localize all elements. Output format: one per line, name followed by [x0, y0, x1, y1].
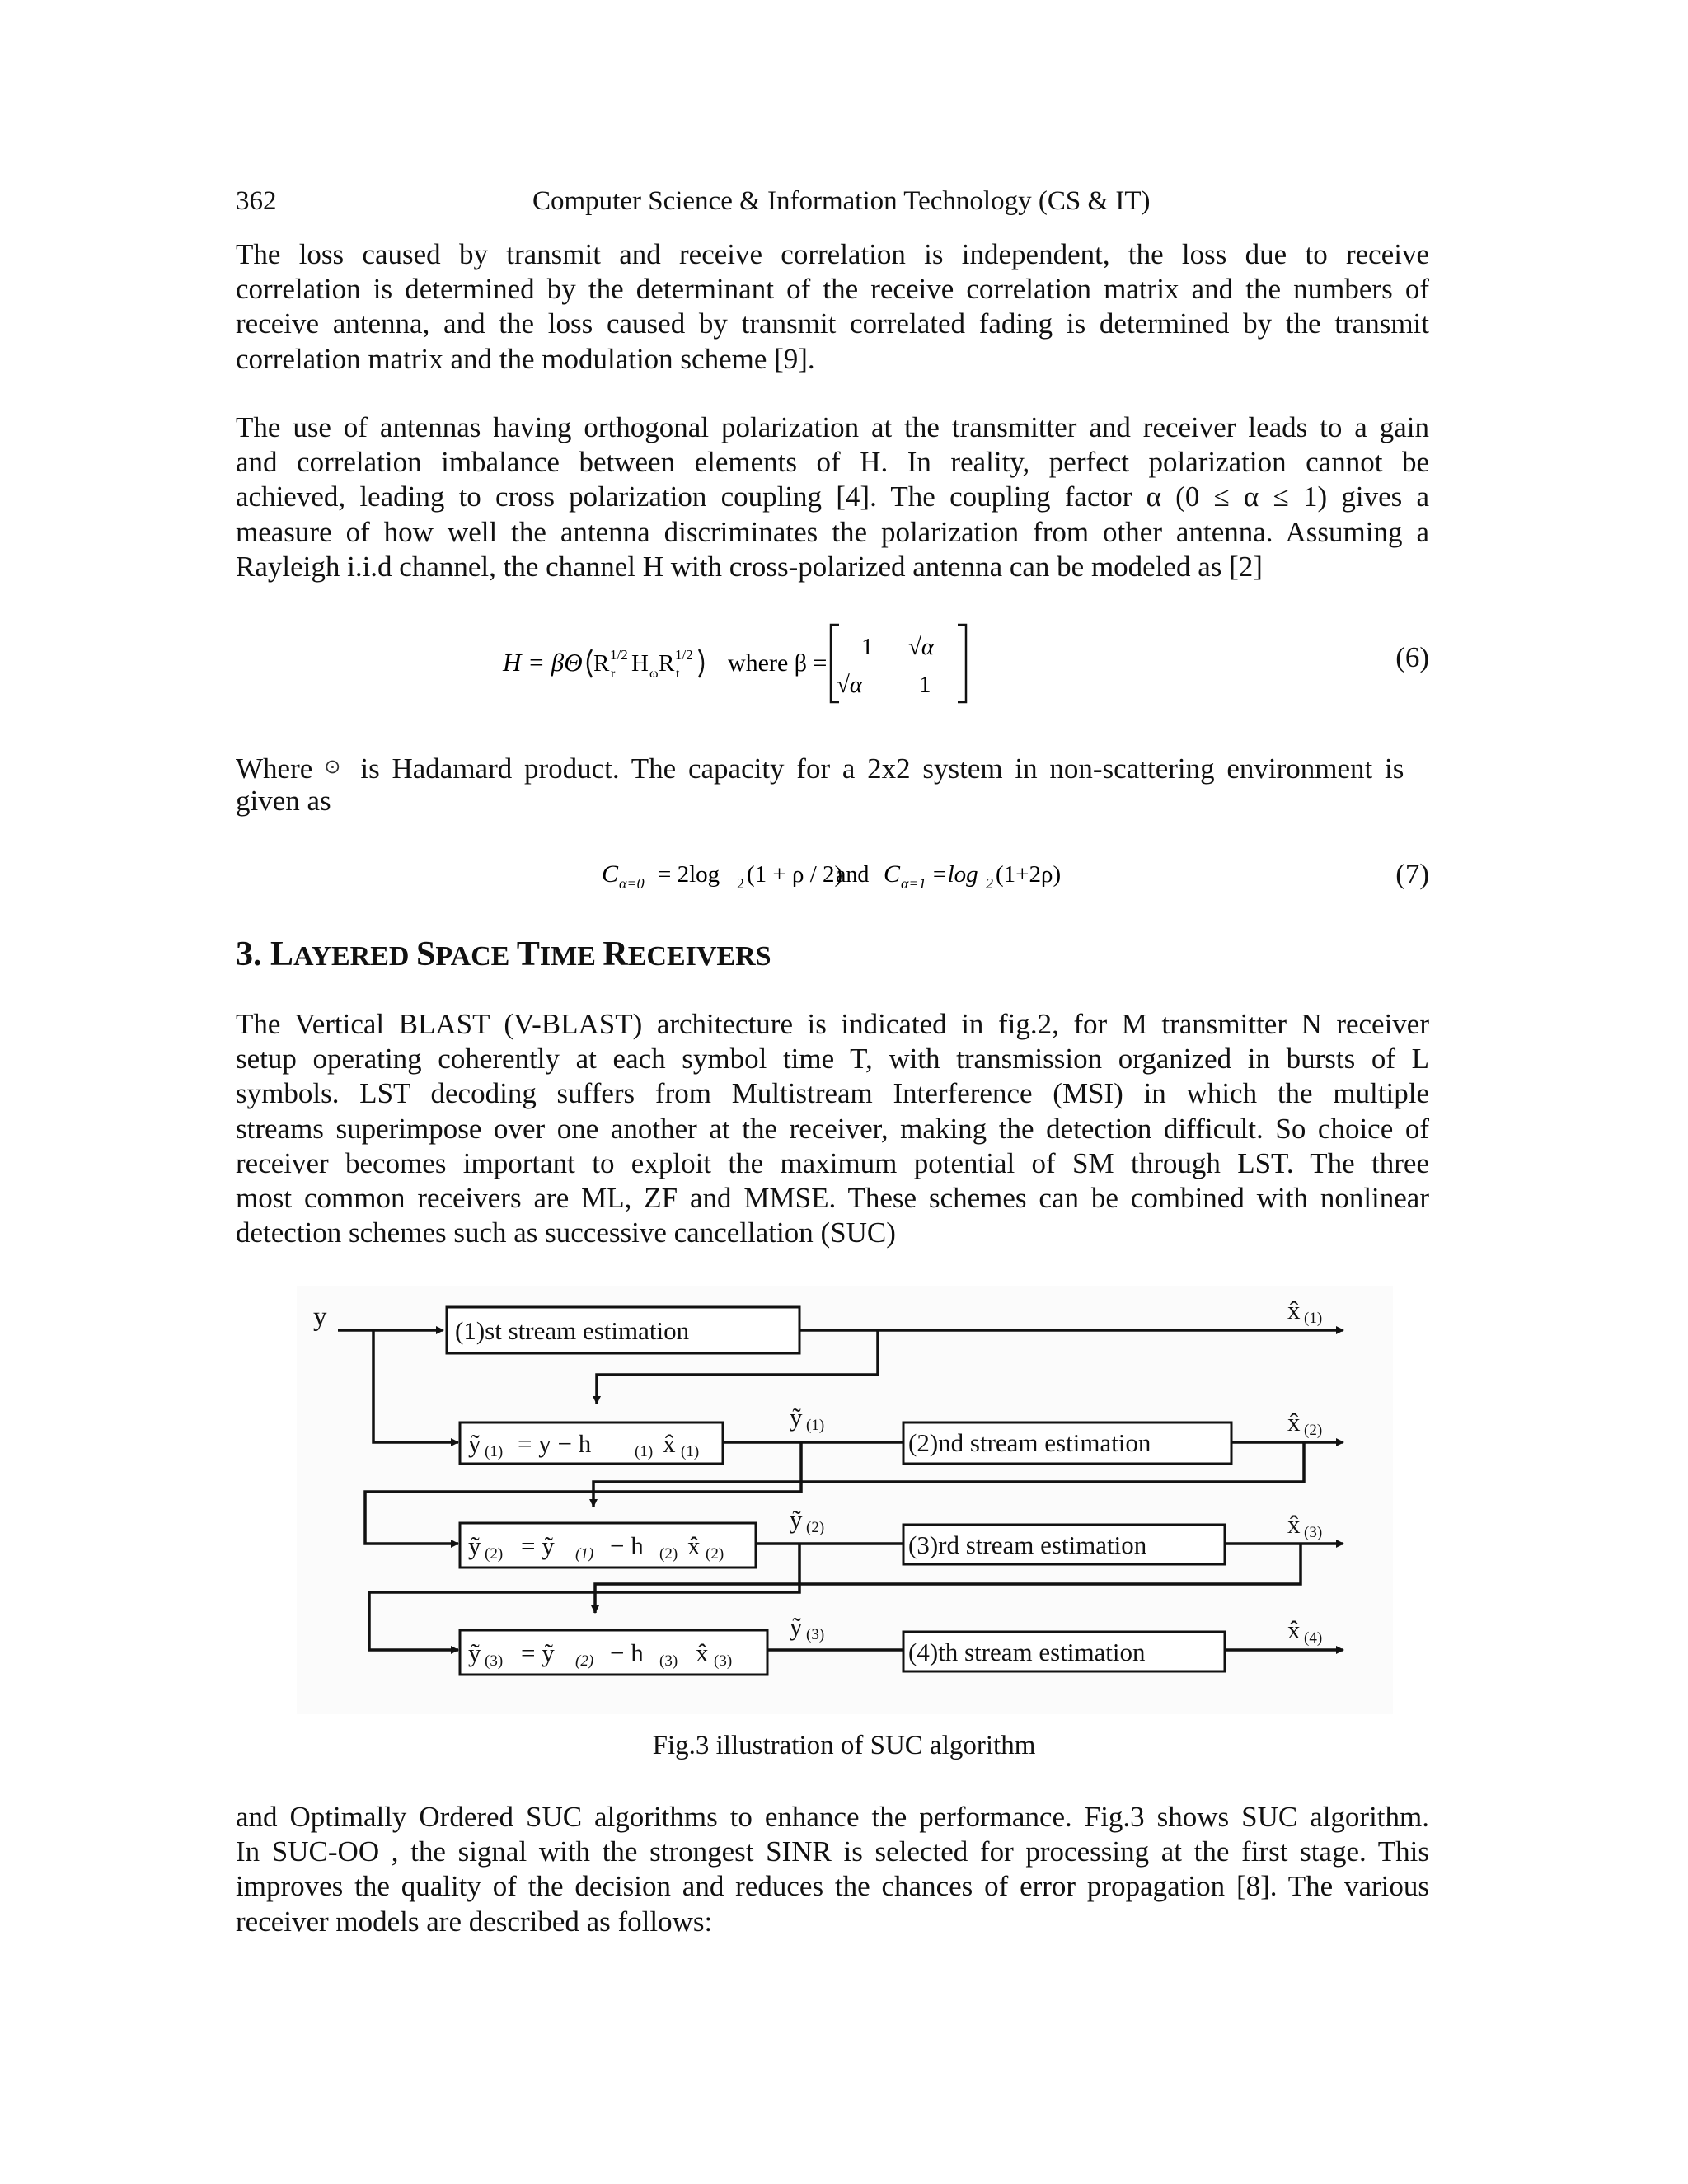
- eq6-bracket-right: [958, 625, 966, 702]
- section-title-part: T: [516, 935, 540, 973]
- xhat-1: x̂: [1287, 1296, 1301, 1324]
- sub3-x-idx: (3): [714, 1652, 733, 1670]
- eq6-sub-r: r: [611, 667, 616, 681]
- text-line-rest: is Hadamard product. The capacity for a 2x2 system in non-scattering environment is: [360, 752, 1404, 785]
- eq6-m21: √α: [837, 672, 863, 698]
- sub3-x: x̂: [696, 1638, 709, 1667]
- sub2-lhs-idx: (2): [485, 1545, 504, 1563]
- hadamard-icon: ⊙: [324, 755, 341, 778]
- sub3-lhs: ỹ: [468, 1638, 481, 1667]
- eq7-c1: C: [602, 860, 619, 888]
- text-line: improves the quality of the decision and reduces the chances of error propagation [8]. The various: [236, 1870, 1429, 1903]
- section-title-part: IME: [539, 941, 603, 972]
- eq6-sub-t: t: [676, 667, 680, 681]
- eq7-c2-sub: α=1: [901, 875, 926, 892]
- eq6-m11: 1: [861, 634, 874, 660]
- block-stream-3-label: (3)rd stream estimation: [908, 1530, 1147, 1559]
- text-line: most common receivers are ML, ZF and MMSE. These schemes can be combined with nonlinear: [236, 1181, 1429, 1214]
- ytilde-2: ỹ: [790, 1505, 803, 1534]
- eq6-paren-right: [699, 649, 703, 677]
- sub3-lhs-idx: (3): [485, 1652, 504, 1670]
- section-title-part: PACE: [435, 941, 517, 972]
- equation-6-number: (6): [1395, 641, 1429, 673]
- text-line: The Vertical BLAST (V-BLAST) architecture is indicated in fig.2, for M transmitter N receiver: [236, 1008, 1429, 1040]
- sub2-minus: − h: [610, 1531, 644, 1560]
- text-line: receiver models are described as follows:: [236, 1905, 713, 1938]
- eq6-m12: √α: [908, 634, 935, 660]
- sub3-mid-idx: (2): [575, 1652, 594, 1670]
- sub2-h-idx: (2): [659, 1545, 678, 1563]
- text-line: receiver becomes important to exploit the maximum potential of SM through LST. The three: [236, 1146, 1429, 1179]
- eq6-sup2: 1/2: [675, 647, 693, 663]
- eq6-sup1: 1/2: [610, 647, 628, 663]
- sub1-h-idx: (1): [635, 1443, 654, 1460]
- ytilde-1: ỹ: [790, 1403, 803, 1432]
- eq7-log-sub-2: 2: [986, 875, 993, 892]
- sub2-mid-idx: (1): [575, 1545, 594, 1563]
- paragraph-5: [236, 1800, 1429, 1939]
- eq7-c2-rhs: =log: [931, 861, 978, 888]
- xhat-2: x̂: [1287, 1408, 1301, 1436]
- text-line: The loss caused by transmit and receive correlation is independent, the loss due to receive: [236, 238, 1429, 270]
- equation-6-graphic: [495, 620, 973, 710]
- eq6-R2: R: [659, 650, 675, 677]
- sub1-x: x̂: [663, 1429, 676, 1458]
- input-y-label: y: [313, 1302, 327, 1332]
- section-title-part: R: [603, 935, 628, 973]
- ytilde-1-idx: (1): [806, 1417, 825, 1434]
- sub2-x: x̂: [687, 1531, 701, 1560]
- eq6-paren-left: [588, 649, 592, 677]
- ytilde-3-idx: (3): [806, 1626, 825, 1643]
- text-line: given as: [236, 785, 331, 818]
- eq7-c2: C: [884, 860, 901, 888]
- paragraph-3: [236, 749, 1429, 818]
- running-head: [236, 186, 1429, 219]
- section-title-part: ECEIVERS: [627, 941, 771, 972]
- text-line: streams superimpose over one another at the receiver, making the detection difficult. So choice of: [236, 1112, 1429, 1145]
- figure-caption: Fig.3 illustration of SUC algorithm: [652, 1731, 1036, 1760]
- block-stream-4-label: (4)th stream estimation: [908, 1638, 1146, 1666]
- eq7-c2-arg: (1+2ρ): [996, 861, 1062, 888]
- xhat-3-idx: (3): [1304, 1524, 1323, 1541]
- text-line: correlation matrix and the modulation scheme [9].: [236, 342, 815, 375]
- eq6-lhs: H = βΘ: [503, 648, 583, 677]
- eq7-c1-rhs: = 2log: [658, 861, 720, 888]
- section-title-part: S: [415, 935, 436, 973]
- sub3-minus: − h: [610, 1638, 644, 1667]
- text-line: and correlation imbalance between elements of H. In reality, perfect polarization cannot be: [236, 446, 1429, 479]
- xhat-2-idx: (2): [1304, 1422, 1323, 1439]
- eq7-c1-sub: α=0: [619, 875, 645, 892]
- xhat-4: x̂: [1287, 1615, 1301, 1644]
- section-heading: [236, 935, 771, 974]
- paragraph-2: [236, 410, 1429, 584]
- sub3-eq: = ỹ: [521, 1638, 555, 1667]
- sub2-eq: = ỹ: [521, 1531, 555, 1560]
- eq6-sub-w: ω: [649, 667, 659, 681]
- where-word: Where: [236, 752, 313, 785]
- text-line: symbols. LST decoding suffers from Multistream Interference (MSI) in which the multiple: [236, 1077, 1429, 1110]
- eq6-where: where β =: [728, 649, 828, 677]
- eq7-c1-arg: (1 + ρ / 2): [747, 861, 843, 888]
- text-line: detection schemes such as successive cancellation (SUC): [236, 1216, 896, 1249]
- page-number: 362: [236, 186, 277, 216]
- eq6-R1: R: [593, 650, 610, 677]
- sub2-x-idx: (2): [706, 1545, 724, 1563]
- ytilde-2-idx: (2): [806, 1519, 825, 1536]
- xhat-3: x̂: [1287, 1510, 1301, 1539]
- section-title-part: L: [270, 935, 294, 973]
- xhat-1-idx: (1): [1304, 1310, 1323, 1327]
- text-line: Rayleigh i.i.d channel, the channel H with cross-polarized antenna can be modeled as [2]: [236, 550, 1263, 583]
- text-line: and Optimally Ordered SUC algorithms to enhance the performance. Fig.3 shows SUC algorithm.: [236, 1801, 1429, 1833]
- text-line: The use of antennas having orthogonal polarization at the transmitter and receiver leads to a gain: [236, 411, 1429, 443]
- section-title-part: AYERED: [293, 941, 416, 972]
- sub2-lhs: ỹ: [468, 1531, 481, 1560]
- paragraph-1: [236, 237, 1429, 377]
- paragraph-4: [236, 1007, 1429, 1250]
- sub1-lhs: ỹ: [468, 1429, 481, 1458]
- text-line: In SUC-OO , the signal with the strongest SINR is selected for processing at the first stage. This: [236, 1835, 1429, 1868]
- xhat-4-idx: (4): [1304, 1629, 1323, 1647]
- ytilde-3: ỹ: [790, 1612, 803, 1641]
- text-line: setup operating coherently at each symbol time T, with transmission organized in bursts of L: [236, 1043, 1429, 1076]
- text-line: achieved, leading to cross polarization coupling [4]. The coupling factor α (0 ≤ α ≤ 1) gives a: [236, 480, 1429, 513]
- sub1-x-idx: (1): [681, 1443, 700, 1460]
- eq6-H: H: [631, 650, 649, 677]
- sub1-lhs-idx: (1): [485, 1443, 504, 1460]
- text-line: measure of how well the antenna discriminates the polarization from other antenna. Assuming a: [236, 515, 1429, 548]
- section-number: 3.: [236, 935, 262, 973]
- sub1-eq: = y − h: [518, 1429, 592, 1458]
- equation-7-graphic: [595, 849, 1090, 898]
- block-stream-2-label: (2)nd stream estimation: [908, 1428, 1151, 1457]
- suc-diagram: [297, 1286, 1393, 1714]
- eq7-and: and: [836, 862, 870, 888]
- sub3-h-idx: (3): [659, 1652, 678, 1670]
- text-line: [236, 749, 1429, 784]
- text-line: correlation is determined by the determinant of the receive correlation matrix and the numbers of: [236, 273, 1429, 306]
- text-line: receive antenna, and the loss caused by transmit correlated fading is determined by the transmit: [236, 307, 1429, 340]
- block-stream-1-label: (1)st stream estimation: [455, 1316, 690, 1345]
- equation-7-number: (7): [1395, 858, 1429, 890]
- journal-title: Computer Science & Information Technology (CS & IT): [532, 186, 1151, 216]
- eq7-log-sub-1: 2: [737, 875, 744, 892]
- eq6-m22: 1: [919, 672, 931, 698]
